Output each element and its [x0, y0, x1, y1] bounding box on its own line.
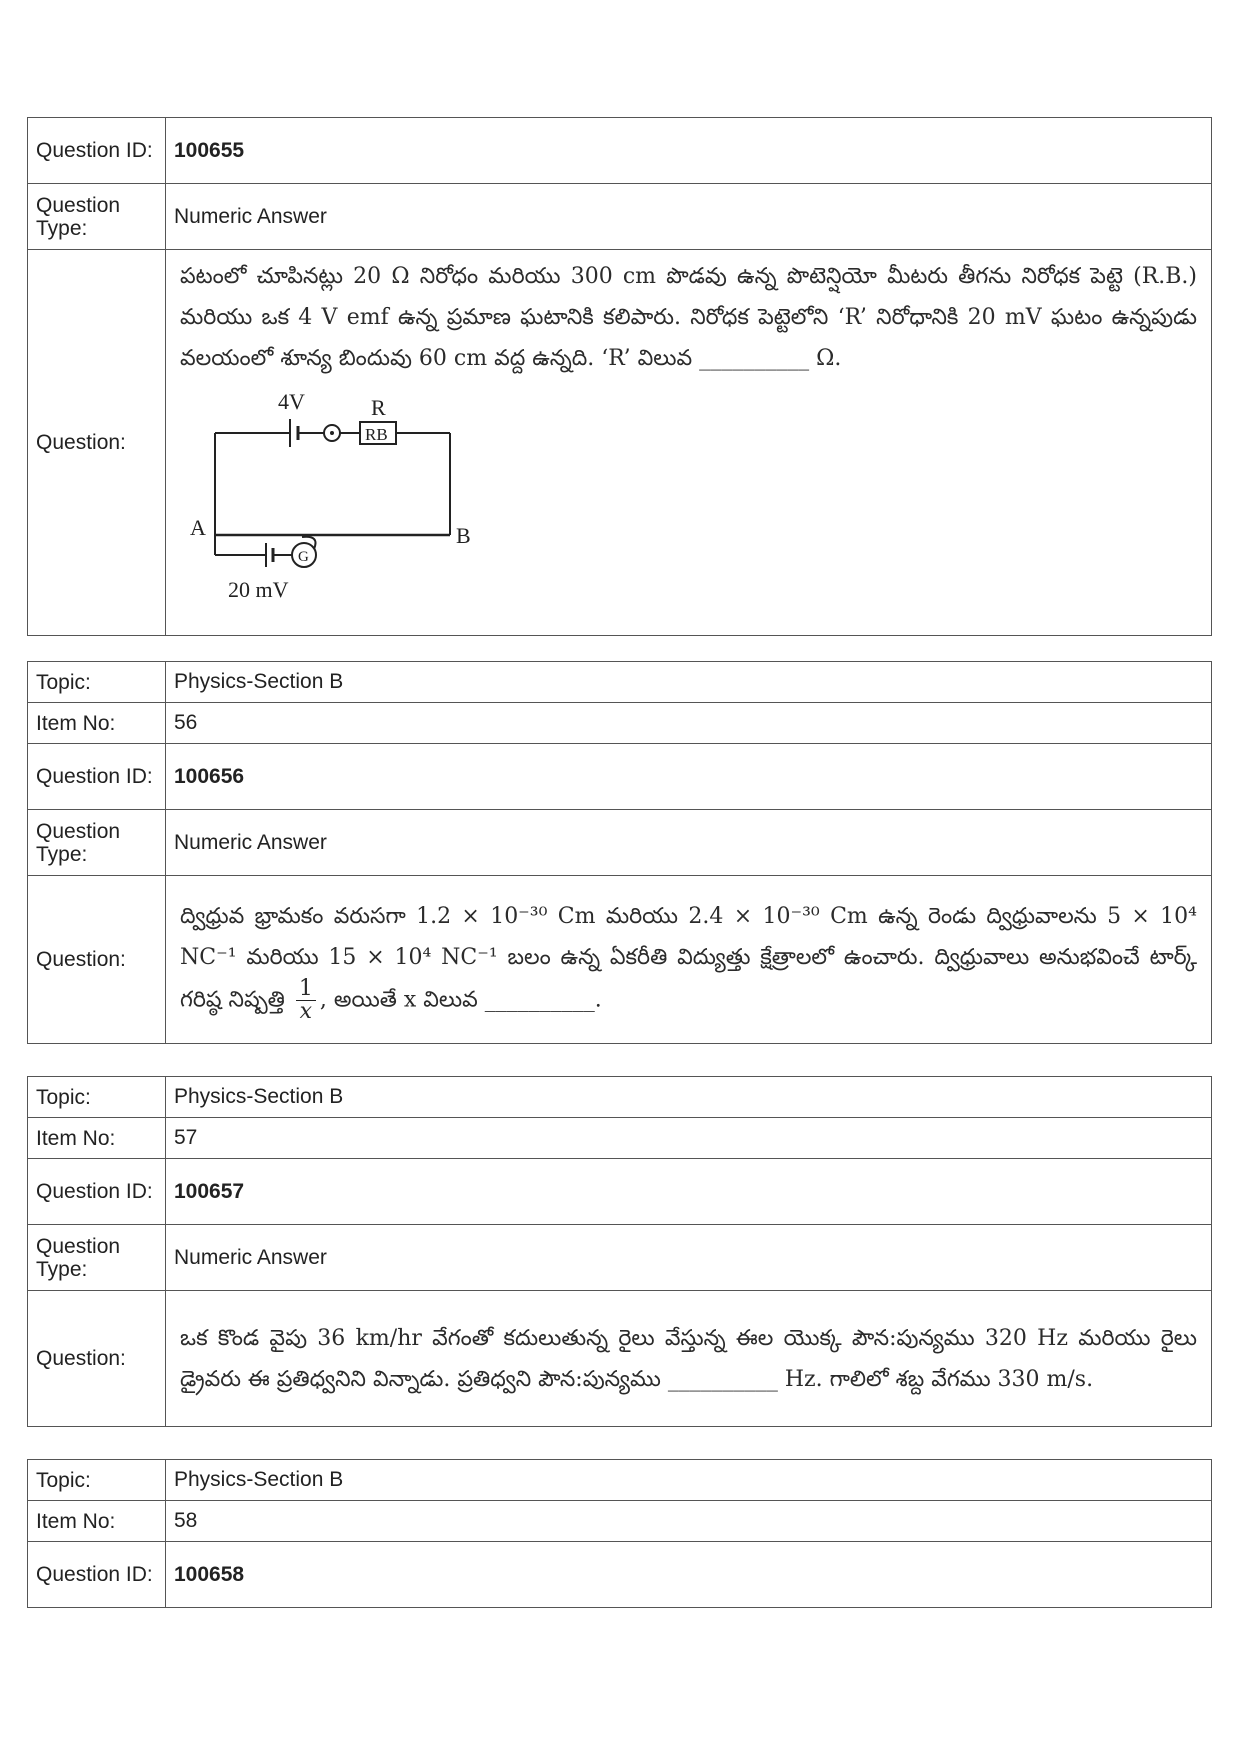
- topic-label: Topic:: [28, 1077, 166, 1118]
- question-id-label: Question ID:: [28, 1542, 166, 1608]
- battery-label: 4V: [278, 389, 305, 414]
- item-no-label: Item No:: [28, 1118, 166, 1159]
- box-label: RB: [365, 425, 388, 444]
- fraction-denominator: x: [299, 999, 313, 1024]
- node-a-label: A: [190, 515, 206, 540]
- question-table-100655: [27, 117, 1212, 636]
- question-id-label: Question ID:: [28, 744, 166, 810]
- question-table-100657: [27, 1076, 1212, 1427]
- question-id-value: 100658: [166, 1542, 1212, 1608]
- question-id-value: 100655: [166, 118, 1212, 184]
- topic-label: Topic:: [28, 662, 166, 703]
- question-id-label: Question ID:: [28, 118, 166, 184]
- item-no-label: Item No:: [28, 703, 166, 744]
- question-body: [166, 250, 1212, 636]
- question-type-label: Question Type:: [28, 184, 166, 250]
- resistor-label: R: [371, 395, 386, 420]
- item-no-value: 58: [166, 1501, 1212, 1542]
- node-b-label: B: [456, 523, 471, 548]
- question-label: Question:: [28, 250, 166, 636]
- item-no-value: 57: [166, 1118, 1212, 1159]
- question-table-100658: [27, 1459, 1212, 1608]
- galvanometer-label: G: [298, 549, 309, 565]
- fraction: [296, 978, 316, 1023]
- question-id-value: 100657: [166, 1159, 1212, 1225]
- question-label: Question:: [28, 876, 166, 1044]
- question-type-label: Question Type:: [28, 1225, 166, 1291]
- question-text: పటంలో చూపినట్లు 20 Ω నిరోధం మరియు 300 cm పొడవు ఉన్న పొటెన్షియో మీటరు తీగను నిరోధక పెట్టె (R.B.) మరియు ఒక 4 V emf ఉన్న ప్రమాణ ఘటానికి కలిపారు. నిరోధక పెట్టెలోని ‘R’ నిరోధానికి 20 mV ఘటం ఉన్నపుడు వలయంలో శూన్య బిందువు 60 cm వద్ద ఉన్నది. ‘R’ విలువ __________ Ω.: [180, 264, 1197, 371]
- question-type-value: Numeric Answer: [166, 1225, 1212, 1291]
- fraction-numerator: 1: [296, 978, 316, 1001]
- question-table-100656: [27, 661, 1212, 1044]
- question-id-label: Question ID:: [28, 1159, 166, 1225]
- question-text-part-2: టార్క్ గరిష్ఠ నిష్పత్తి: [180, 945, 1197, 1013]
- item-no-value: 56: [166, 703, 1212, 744]
- question-text: ఒక కొండ వైపు 36 km/hr వేగంతో కదులుతున్న రైలు వేస్తున్న ఈల యొక్క పౌన:పున్యము 320 Hz మరియు రైలు డ్రైవరు ఈ ప్రతిధ్వనిని విన్నాడు. ప్రతిధ్వని పౌన:పున్యము __________ Hz. గాలిలో శబ్ద వేగము 330 m/s.: [166, 1291, 1212, 1427]
- topic-value: Physics-Section B: [166, 1460, 1212, 1501]
- question-label: Question:: [28, 1291, 166, 1427]
- question-type-value: Numeric Answer: [166, 184, 1212, 250]
- question-text-part-3: , అయితే x విలువ __________.: [319, 987, 602, 1013]
- question-type-label: Question Type:: [28, 810, 166, 876]
- topic-value: Physics-Section B: [166, 662, 1212, 703]
- item-no-label: Item No:: [28, 1501, 166, 1542]
- circuit-diagram: [180, 385, 510, 615]
- cell-label: 20 mV: [228, 577, 289, 602]
- question-body: [166, 876, 1212, 1044]
- topic-value: Physics-Section B: [166, 1077, 1212, 1118]
- question-text-part-1: ద్విధ్రువ భ్రామకం వరుసగా 1.2 × 10⁻³⁰ Cm మరియు 2.4 × 10⁻³⁰ Cm ఉన్న రెండు ద్విధ్రువాలను 5 × 10⁴ NC⁻¹ మరియు 15 × 10⁴ NC⁻¹ బలం ఉన్న ఏకరీతి విద్యుత్తు క్షేత్రాలలో ఉంచారు. ద్విధ్రువాలు అనుభవించే: [180, 904, 1197, 970]
- question-id-value: 100656: [166, 744, 1212, 810]
- topic-label: Topic:: [28, 1460, 166, 1501]
- question-type-value: Numeric Answer: [166, 810, 1212, 876]
